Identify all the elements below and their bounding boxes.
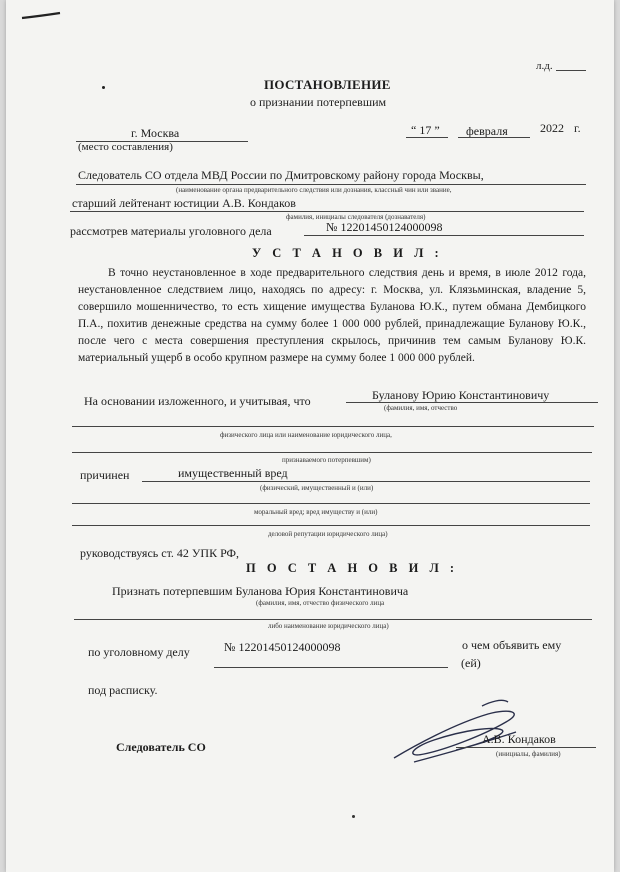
caused-label: причинен: [80, 468, 130, 482]
place-city: г. Москва: [131, 126, 180, 140]
notify-text: о чем объявить ему: [462, 638, 562, 652]
investigator-caption1: (наименование органа предварительного следствия или дознания, классный чин или звание,: [176, 186, 452, 194]
caption-recognized: признаваемого потерпевшим): [282, 456, 371, 464]
date-month: февраля: [466, 124, 508, 138]
caption-business: деловой репутации юридического лица): [268, 530, 388, 538]
criminal-case-label: по уголовному делу: [88, 645, 190, 659]
heading-resolved: П О С Т А Н О В И Л :: [246, 561, 459, 575]
date-day: “ 17 ”: [411, 123, 440, 137]
established-text: В точно неустановленное в ходе предварительного следствия день и время, в июле 2012 года, неустановленное следствием лицо, находясь по адресу: г. Москва, ул. Клязьминская, владение 5, совершило мошенничество, то есть хищение имущества Буланова Ю.К., путем обмана Дембицкого П.А., похитив денежные средства на сумму более 1 000 000 рублей, принадлежащие Буланову Ю.К., после чего с места совершения преступления скрылось, причинив тем самым Буланову Ю.К. материальный ущерб в особо крупном размере на сумму более 1 000 000 рублей.: [78, 267, 586, 364]
recognize-text: Признать потерпевшим Буланова Юрия Константиновича: [112, 584, 409, 598]
pen-mark: [20, 10, 64, 22]
basis-person: Буланову Юрию Константиновичу: [372, 388, 550, 402]
criminal-case-number: № 12201450124000098: [224, 640, 341, 654]
investigator-line2: старший лейтенант юстиции А.В. Кондаков: [72, 196, 296, 210]
harm-type: имущественный вред: [178, 466, 288, 480]
signature-role: Следователь СО: [116, 740, 206, 754]
date-year: 2022: [540, 121, 564, 135]
guided-text: руководствуясь ст. 42 УПК РФ,: [80, 546, 240, 560]
dot-mark-bottom: [352, 815, 355, 818]
basis-label: На основании изложенного, и учитывая, что: [84, 394, 311, 408]
investigator-caption2: фамилия, инициалы следователя (дознавателя): [286, 213, 426, 221]
place-caption: (место составления): [78, 141, 173, 153]
investigator-line1: Следователь СО отдела МВД России по Дмитровскому району города Москвы,: [78, 168, 484, 182]
caption-moral: моральный вред; вред имуществу и (или): [254, 508, 378, 516]
case-number: № 12201450124000098: [326, 220, 443, 234]
date-year-suffix: г.: [574, 121, 581, 135]
dot-mark: [102, 86, 105, 89]
heading-established: У С Т А Н О В И Л :: [252, 246, 443, 260]
signature-caption: (инициалы, фамилия): [496, 750, 561, 758]
page-mark: л.д.: [536, 60, 553, 72]
document-subtitle: о признании потерпевшим: [250, 95, 387, 109]
handwritten-signature: [384, 692, 534, 770]
document-page: [6, 0, 614, 872]
caption-legal-entity: либо наименование юридического лица): [268, 622, 389, 630]
receipt-text: под расписку.: [88, 683, 158, 697]
caption-harm: (физический, имущественный и (или): [260, 484, 374, 492]
caption-fio-physical: (фамилия, имя, отчество физического лица: [256, 599, 385, 607]
caption-legal: физического лица или наименование юридического лица,: [220, 431, 392, 439]
signature-name: А.В. Кондаков: [482, 732, 556, 746]
caption-fio: (фамилия, имя, отчество: [384, 404, 458, 412]
case-label: рассмотрев материалы уголовного дела: [70, 224, 272, 238]
document-title: ПОСТАНОВЛЕНИЕ: [264, 77, 391, 92]
notify-alt: (ей): [461, 656, 481, 670]
